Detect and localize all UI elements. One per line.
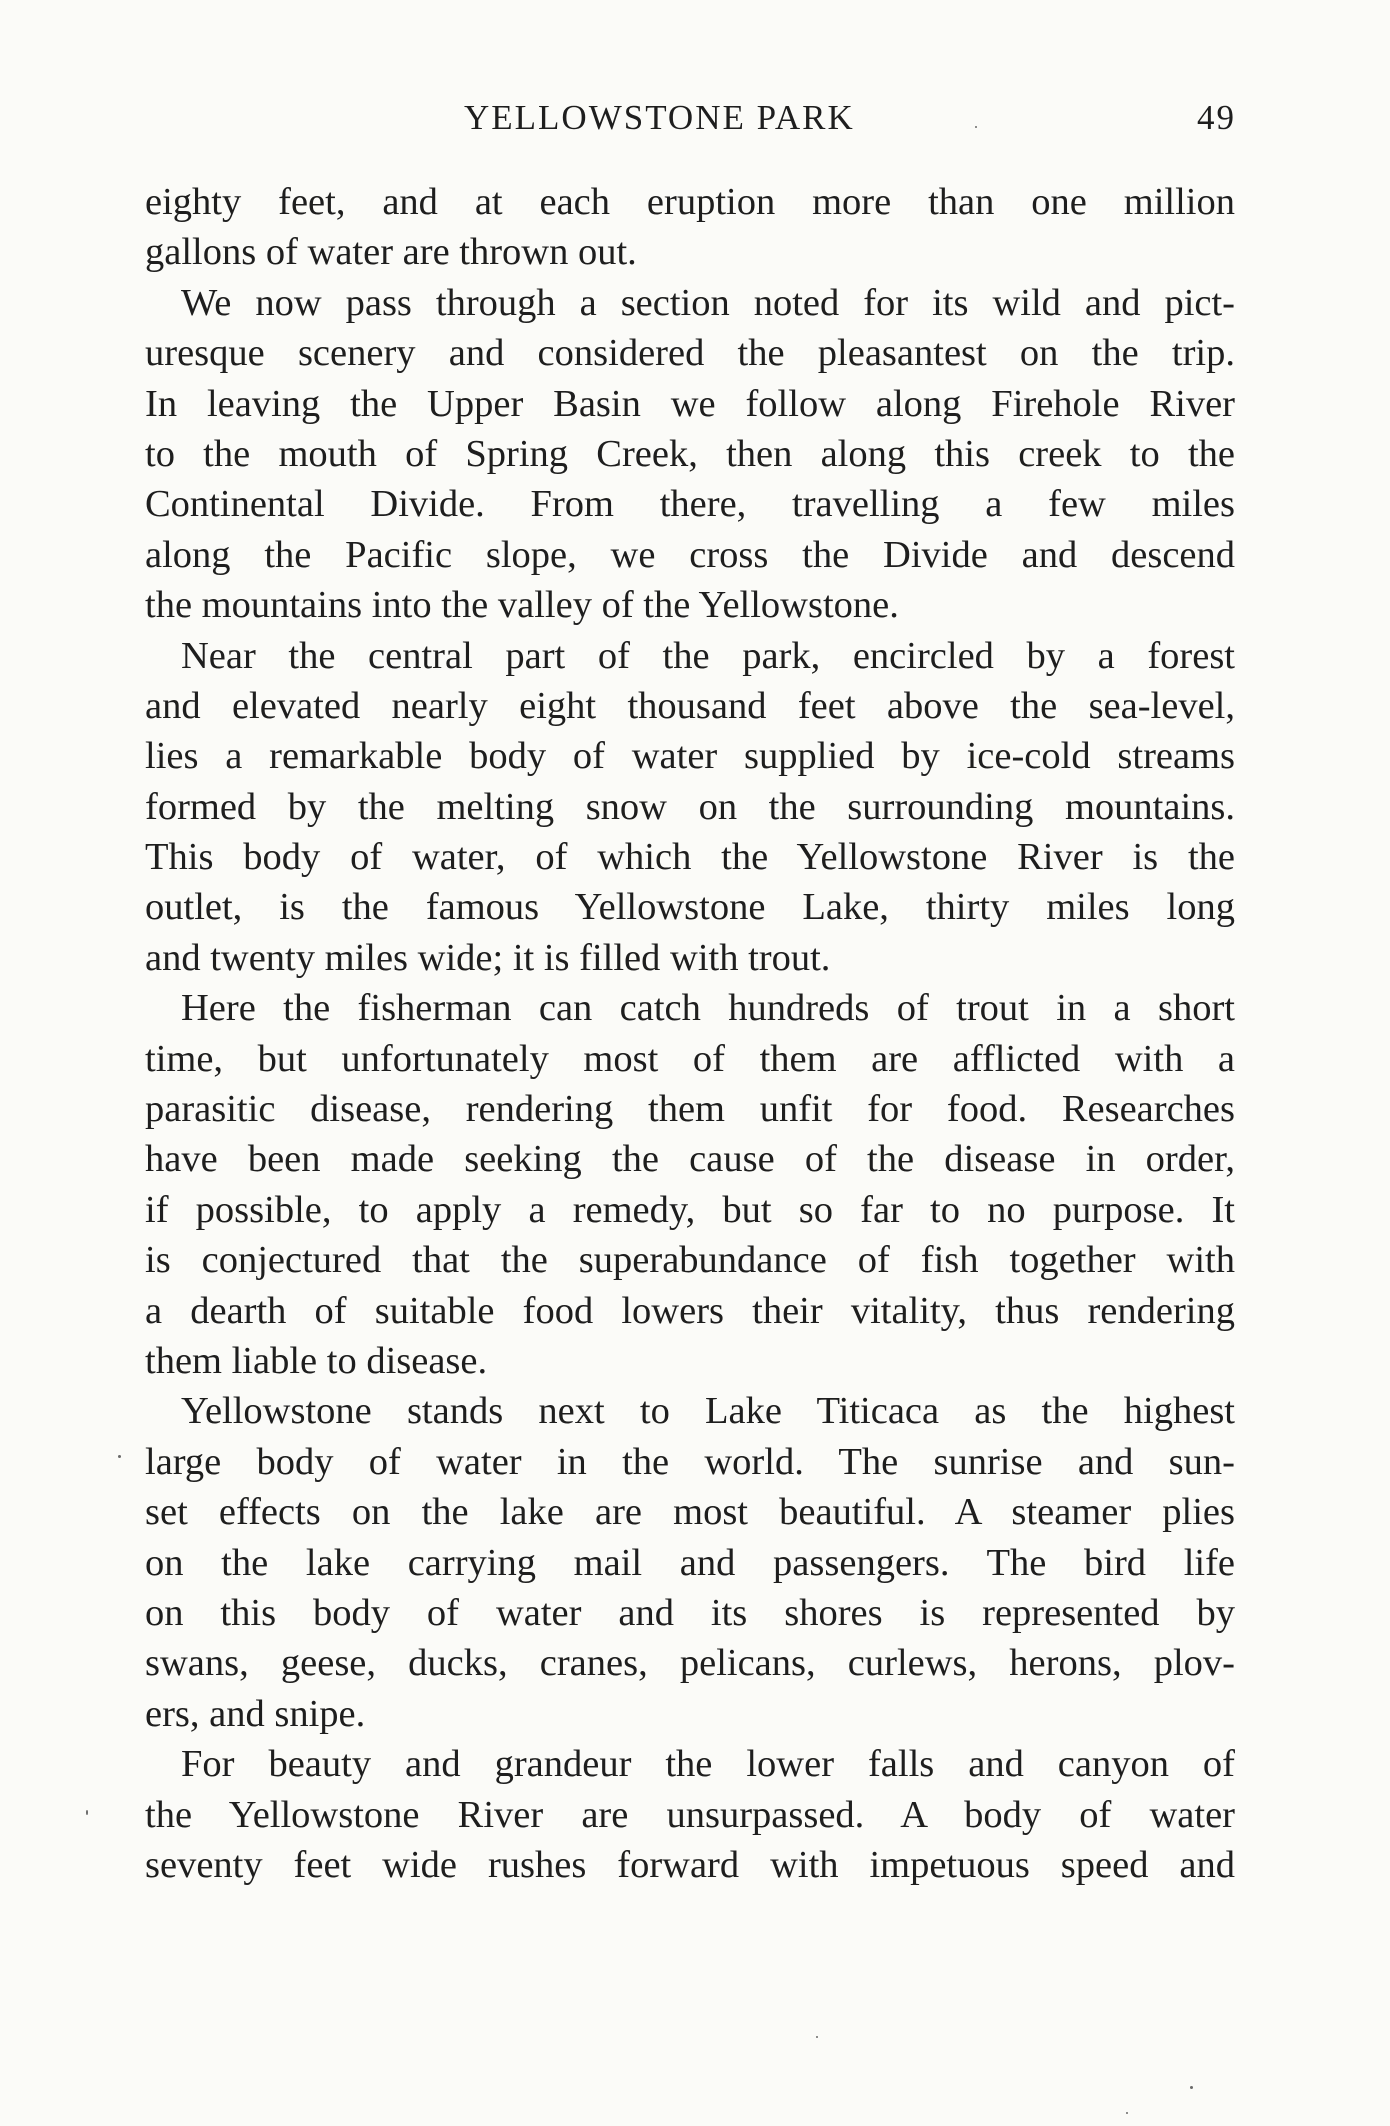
text-line: In leaving the Upper Basin we follow along Firehole River: [145, 382, 1235, 425]
ink-speck: [118, 1455, 121, 1458]
text-line: ers, and snipe.: [145, 1692, 366, 1735]
text-line: formed by the melting snow on the surrounding mountains.: [145, 785, 1235, 828]
text-line: the Yellowstone River are unsurpassed. A body of water: [145, 1793, 1235, 1836]
text-line: and twenty miles wide; it is filled with trout.: [145, 936, 831, 979]
text-line: gallons of water are thrown out.: [145, 231, 637, 274]
text-line: eighty feet, and at each eruption more than one million: [145, 181, 1235, 223]
text-line: lies a remarkable body of water supplied by ice-cold streams: [145, 735, 1235, 778]
page-number: 49: [1197, 98, 1236, 137]
text-line: This body of water, of which the Yellowstone River is the: [145, 836, 1235, 879]
text-line: Here the fisherman can catch hundreds of trout in a short: [181, 987, 1235, 1030]
text-line: outlet, is the famous Yellowstone Lake, thirty miles long: [145, 886, 1235, 929]
text-line: swans, geese, ducks, cranes, pelicans, curlews, herons, plov-: [145, 1642, 1235, 1685]
text-line: them liable to disease.: [145, 1339, 488, 1382]
running-title: YELLOWSTONE PARK: [464, 98, 855, 137]
ink-speck: [86, 1810, 88, 1815]
text-line: and elevated nearly eight thousand feet above the sea-level,: [145, 684, 1235, 727]
text-line: if possible, to apply a remedy, but so far to no purpose. It: [145, 1188, 1235, 1231]
text-line: to the mouth of Spring Creek, then along this creek to the: [145, 432, 1235, 475]
text-line: time, but unfortunately most of them are afflicted with a: [145, 1037, 1235, 1080]
text-line: along the Pacific slope, we cross the Divide and descend: [145, 533, 1235, 576]
body-text: [145, 177, 1235, 1890]
text-line: Near the central part of the park, encircled by a forest: [181, 634, 1235, 677]
text-line: a dearth of suitable food lowers their vitality, thus rendering: [145, 1289, 1235, 1332]
running-head: [146, 96, 1236, 140]
ink-speck: [1126, 2112, 1128, 2114]
text-line: For beauty and grandeur the lower falls and canyon of: [181, 1743, 1235, 1786]
text-line: seventy feet wide rushes forward with impetuous speed and: [145, 1843, 1235, 1886]
text-line: Yellowstone stands next to Lake Titicaca as the highest: [181, 1390, 1235, 1433]
ink-speck: [816, 2036, 818, 2038]
text-line: Continental Divide. From there, travelling a few miles: [145, 483, 1235, 526]
ink-speck: [975, 126, 977, 128]
ink-speck: [1190, 2086, 1193, 2089]
text-line: on this body of water and its shores is represented by: [145, 1591, 1235, 1634]
text-line: on the lake carrying mail and passengers. The bird life: [145, 1541, 1235, 1584]
text-line: is conjectured that the superabundance of fish together with: [145, 1239, 1235, 1282]
text-line: the mountains into the valley of the Yellowstone.: [145, 584, 899, 627]
text-line: parasitic disease, rendering them unfit for food. Researches: [145, 1088, 1235, 1131]
text-line: uresque scenery and considered the pleasantest on the trip.: [145, 332, 1235, 375]
text-line: large body of water in the world. The sunrise and sun-: [145, 1440, 1235, 1483]
text-line: set effects on the lake are most beautiful. A steamer plies: [145, 1491, 1235, 1534]
text-line: We now pass through a section noted for its wild and pict-: [181, 281, 1235, 324]
text-line: have been made seeking the cause of the disease in order,: [145, 1138, 1235, 1181]
